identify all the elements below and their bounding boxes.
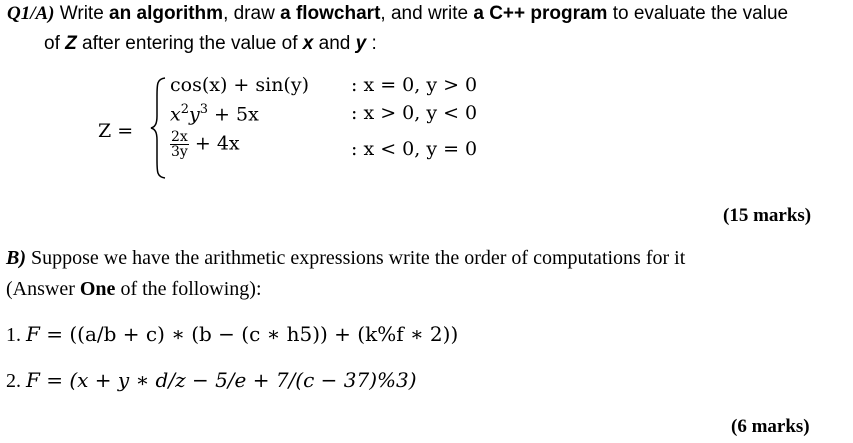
qa-line2-run-1: Z bbox=[65, 33, 77, 54]
case2-rest: + 5x bbox=[208, 103, 259, 126]
question-a-marks: (15 marks) bbox=[723, 205, 812, 226]
case2-exp-y: 3 bbox=[199, 102, 209, 117]
question-b-line1-text: Suppose we have the arithmetic expressions write the order of computations for it bbox=[26, 247, 686, 269]
case1-condition: : x = 0, y > 0 bbox=[351, 74, 478, 96]
qa-line1-run-2: , draw bbox=[223, 3, 281, 24]
case3-expr bbox=[170, 130, 240, 159]
equation-lhs: Z = bbox=[98, 120, 134, 142]
question-b-line2-pre: (Answer bbox=[6, 278, 80, 300]
expression-2 bbox=[6, 368, 417, 393]
question-a-line2 bbox=[44, 33, 377, 55]
qa-line1-run-4: , and write bbox=[380, 3, 474, 24]
question-a-line1 bbox=[7, 3, 788, 25]
qa-line2-run-2: after entering the value of bbox=[76, 33, 303, 54]
case2-condition: : x > 0, y < 0 bbox=[351, 102, 478, 124]
expression-1-lhs: F bbox=[26, 322, 40, 346]
question-b-line2 bbox=[6, 278, 262, 301]
question-a-number: Q1/A) bbox=[7, 3, 55, 24]
qa-line1-run-6: to evaluate the value bbox=[607, 3, 789, 24]
qa-line1-run-0: Write bbox=[54, 3, 110, 24]
case3-rest: + 4x bbox=[194, 132, 240, 155]
expression-2-rhs: = (x + y ∗ d/z − 5/e + 7/(c − 37)%3) bbox=[39, 368, 417, 392]
case2-exp-x: 2 bbox=[180, 102, 189, 117]
qa-line2-run-3: x bbox=[302, 33, 314, 54]
expression-2-lhs: F bbox=[26, 368, 40, 392]
left-brace bbox=[149, 76, 167, 180]
case3-condition: : x < 0, y = 0 bbox=[351, 138, 478, 160]
qa-line1-run-1: an algorithm bbox=[109, 3, 224, 24]
case3-fraction bbox=[170, 130, 189, 159]
case2-base-x: x bbox=[170, 103, 181, 126]
case1-expr: cos(x) + sin(y) bbox=[170, 74, 309, 96]
question-b-label: B) bbox=[6, 247, 26, 269]
expression-1 bbox=[6, 322, 458, 347]
qa-line2-run-0: of bbox=[44, 33, 66, 54]
case3-frac-num: 2x bbox=[171, 129, 188, 145]
question-b-marks: (6 marks) bbox=[731, 416, 810, 437]
question-b-line2-post: of the following): bbox=[115, 278, 262, 300]
qa-line1-run-3: a flowchart bbox=[280, 3, 381, 24]
question-b-line2-bold: One bbox=[79, 278, 116, 300]
expression-1-rhs: = ((a/b + c) ∗ (b − (c ∗ h5)) + (k%f ∗ 2)) bbox=[39, 322, 459, 346]
case2-base-y: y bbox=[189, 103, 200, 126]
qa-line2-run-5: y bbox=[355, 33, 367, 54]
qa-line1-run-5: a C++ program bbox=[473, 3, 608, 24]
qa-line2-run-4: and bbox=[313, 33, 356, 54]
expression-2-number: 2. bbox=[6, 370, 21, 392]
question-a-line1-text bbox=[55, 3, 789, 24]
question-b-line1 bbox=[6, 247, 685, 270]
case3-frac-den: 3y bbox=[171, 144, 188, 160]
qa-line2-run-6: : bbox=[366, 33, 377, 54]
expression-1-number: 1. bbox=[6, 324, 21, 346]
case2-expr bbox=[170, 102, 259, 125]
